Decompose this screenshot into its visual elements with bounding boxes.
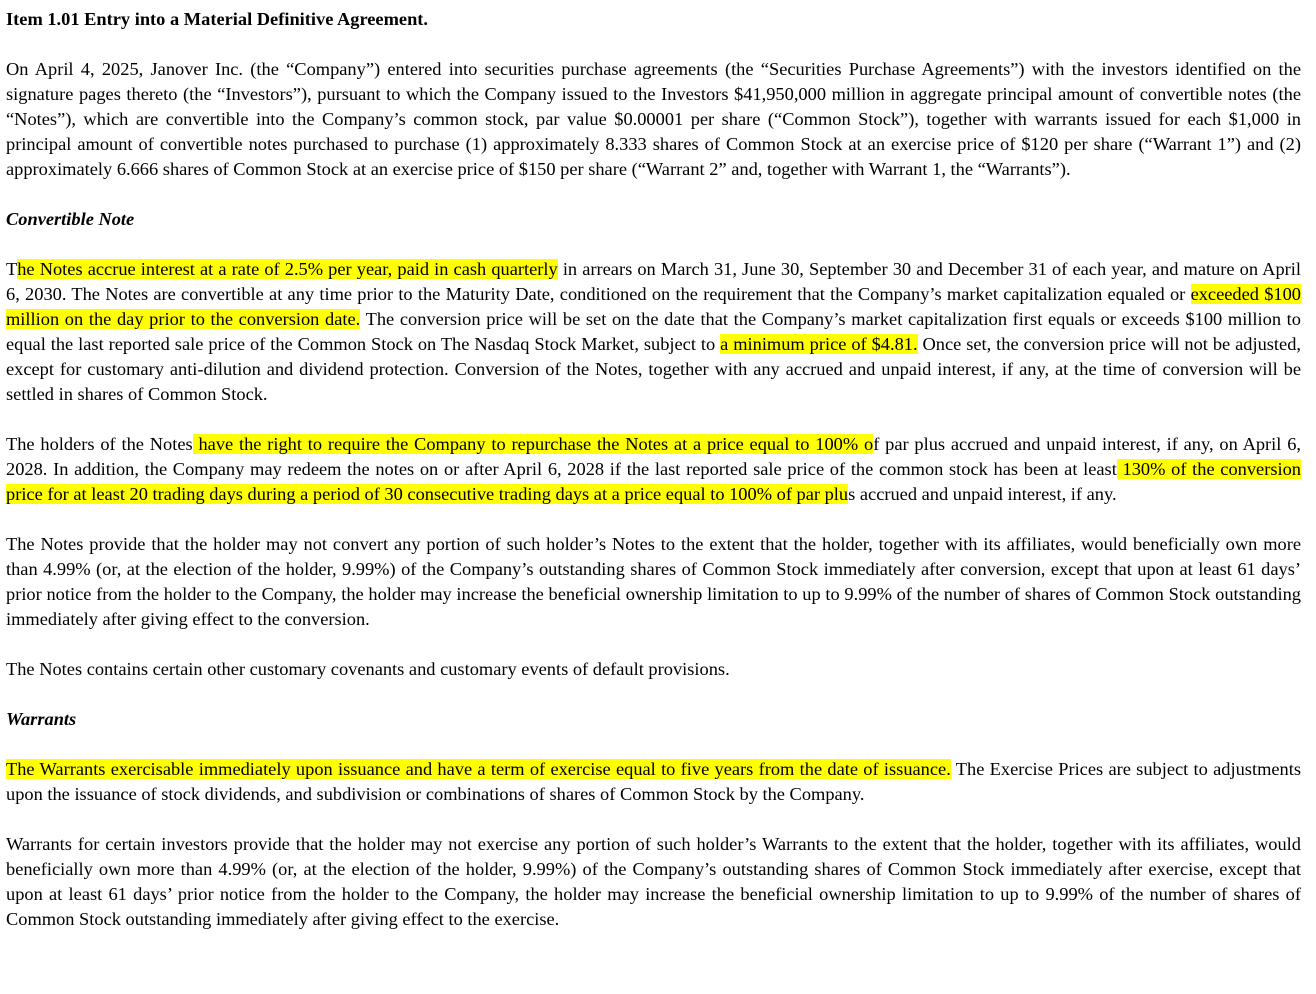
- item-heading: Item 1.01 Entry into a Material Definitive Agreement.: [6, 9, 429, 29]
- text-segment: The Exercise Prices are subject to adjustments upon the issuance of stock dividends, and subdivision or combinations of shares of Common Stock by the Company.: [6, 759, 1301, 804]
- spacer: [6, 232, 1301, 257]
- spacer: [6, 682, 1301, 707]
- document-page: [6, 7, 1301, 932]
- highlight-market-cap: exceeded $100 million on the day prior to the conversion date.: [6, 284, 1301, 329]
- notes-repurchase-paragraph: [6, 432, 1301, 507]
- warrants-heading: Warrants: [6, 709, 77, 729]
- highlight-repurchase-right: have the right to require the Company to repurchase the Notes at a price equal to 100% o: [192, 434, 874, 454]
- text-segment: s accrued and unpaid interest, if any.: [848, 484, 1117, 504]
- spacer: [6, 407, 1301, 432]
- notes-interest-paragraph: [6, 257, 1301, 407]
- text-segment: f par plus accrued and unpaid interest, if any, on April 6, 2028. In addition, the Company may redeem the notes on or after April 6, 2028 if the last reported sale price of the common stock has been at least: [6, 434, 1301, 479]
- spacer: [6, 182, 1301, 207]
- highlight-interest-rate: he Notes accrue interest at a rate of 2.5% per year, paid in cash quarterly: [17, 259, 558, 279]
- spacer: [6, 32, 1301, 57]
- warrants-ownership-paragraph: Warrants for certain investors provide that the holder may not exercise any portion of such holder’s Warrants to the extent that the holder, together with its affiliates, would beneficially own more than 4.99% (or, at the election of the holder, 9.99%) of the Company’s outstanding shares of Common Stock immediately after exercise, except that upon at least 61 days’ prior notice from the holder to the Company, the holder may increase the beneficial ownership limitation to up to 9.99% of the number of shares of Common Stock outstanding immediately after giving effect to the exercise.: [6, 834, 1301, 929]
- spacer: [6, 732, 1301, 757]
- text-segment: Once set, the conversion price will not be adjusted, except for customary anti-dilution and dividend protection. Conversion of the Notes, together with any accrued and unpaid interest, if any, at the time of conversion will be settled in shares of Common Stock.: [6, 334, 1302, 404]
- text-segment: The holders of the Notes: [6, 434, 193, 454]
- notes-ownership-paragraph: The Notes provide that the holder may not convert any portion of such holder’s Notes to the extent that the holder, together with its affiliates, would beneficially own more than 4.99% (or, at the election of the holder, 9.99%) of the Company’s outstanding shares of Common Stock immediately after conversion, except that upon at least 61 days’ prior notice from the holder to the Company, the holder may increase the beneficial ownership limitation to up to 9.99% of the number of shares of Common Stock outstanding immediately after giving effect to the conversion.: [6, 534, 1301, 629]
- spacer: [6, 807, 1301, 832]
- highlight-warrant-term: The Warrants exercisable immediately upon issuance and have a term of exercise equal to five years from the date of issuance.: [6, 759, 951, 779]
- notes-covenants-paragraph: The Notes contains certain other customary covenants and customary events of default provisions.: [6, 659, 730, 679]
- spacer: [6, 507, 1301, 532]
- text-segment: in arrears on March 31, June 30, September 30 and December 31 of each year, and mature on April 6, 2030. The Notes are convertible at any time prior to the Maturity Date, conditioned on the requirement that the Company’s market capitalization equaled or: [6, 259, 1301, 304]
- convertible-note-heading: Convertible Note: [6, 209, 135, 229]
- spacer: [6, 632, 1301, 657]
- highlight-minimum-price: a minimum price of $4.81.: [720, 334, 918, 354]
- intro-paragraph: On April 4, 2025, Janover Inc. (the “Company”) entered into securities purchase agreements (the “Securities Purchase Agreements”) with the investors identified on the signature pages thereto (the “Investors”), pursuant to which the Company issued to the Investors $41,950,000 million in aggregate principal amount of convertible notes (the “Notes”), which are convertible into the Company’s common stock, par value $0.00001 per share (“Common Stock”), together with warrants issued for each $1,000 in principal amount of convertible notes purchased to purchase (1) approximately 8.333 shares of Common Stock at an exercise price of $120 per share (“Warrant 1”) and (2) approximately 6.666 shares of Common Stock at an exercise price of $150 per share (“Warrant 2” and, together with Warrant 1, the “Warrants”).: [6, 59, 1301, 179]
- text-segment: T: [6, 259, 18, 279]
- text-segment: The conversion price will be set on the date that the Company’s market capitalization first equals or exceeds $100 million to equal the last reported sale price of the Common Stock on The Nasdaq Stock Market, subject to: [6, 309, 1301, 354]
- highlight-redemption-terms: 130% of the conversion price for at least 20 trading days during a period of 30 consecutive trading days at a price equal to 100% of par plu: [6, 459, 1301, 504]
- warrants-term-paragraph: [6, 757, 1301, 807]
